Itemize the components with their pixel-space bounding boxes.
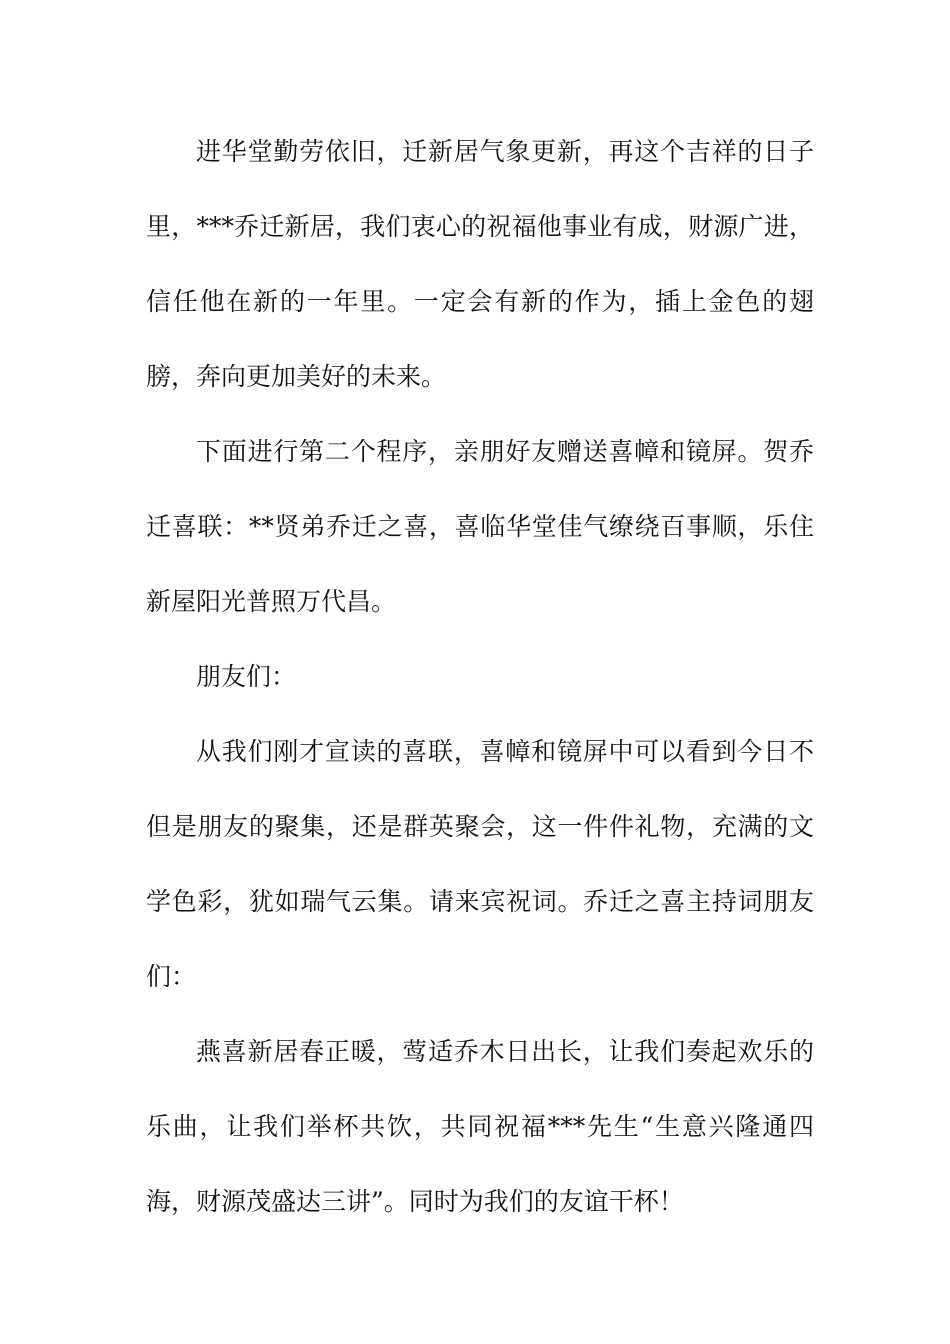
paragraph-2: 下面进行第二个程序，亲朋好友赠送喜幛和镜屏。贺乔迁喜联：**贤弟乔迁之喜，喜临华堂佳气缭绕百事顺，乐住新屋阳光普照万代昌。 [146,437,814,616]
paragraph-5: 燕喜新居春正暖，莺适乔木日出长，让我们奏起欢乐的乐曲，让我们举杯共饮，共同祝福***先生“生意兴隆通四海，财源茂盛达三讲”。同时为我们的友谊干杯！ [146,1037,814,1216]
document-body [146,114,814,1239]
paragraph-4: 从我们刚才宣读的喜联，喜幛和镜屏中可以看到今日不但是朋友的聚集，还是群英聚会，这一件件礼物，充满的文学色彩，犹如瑞气云集。请来宾祝词。乔迁之喜主持词朋友们： [146,737,814,991]
paragraph-1: 进华堂勤劳依旧，迁新居气象更新，再这个吉祥的日子里，***乔迁新居，我们衷心的祝福他事业有成，财源广进，信任他在新的一年里。一定会有新的作为，插上金色的翅膀，奔向更加美好的未来。 [146,137,814,391]
paragraph-3: 朋友们： [196,662,297,691]
